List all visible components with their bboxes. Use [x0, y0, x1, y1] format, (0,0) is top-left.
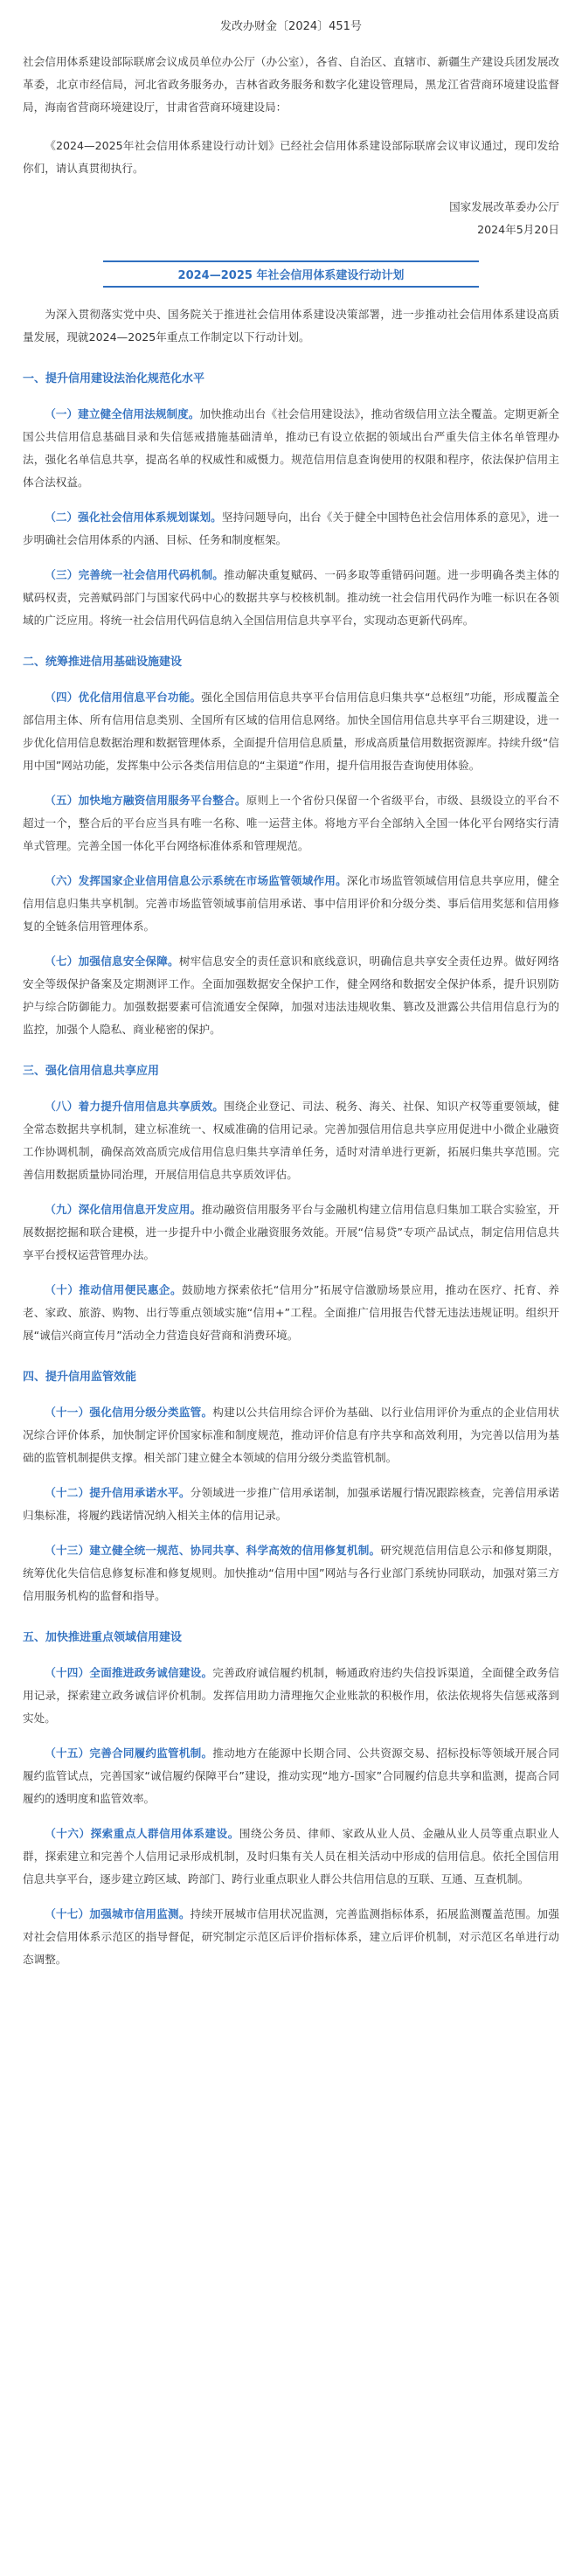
section-heading: 三、强化信用信息共享应用 — [23, 1065, 160, 1078]
plan-item — [23, 1095, 559, 1186]
item-lead: （十二）提升信用承诺水平。 — [45, 1486, 191, 1499]
item-text: 强化全国信用信息共享平台信用信息归集共享“总枢纽”功能，形成覆盖全部信用主体、所有信用信息类别、全国所有区域的信用信息网络。加快全国信用信息共享平台三期建设，进一步优化信用信息数据治理和数据管理体系，全面提升信用信息质量，形成高质量信用数据资源库。持续升级“信用中国”网站功能，发挥集中公示各类信用信息的“主渠道”作用，提升信用报告查询使用体验。 — [23, 691, 559, 772]
item-text: 树牢信息安全的责任意识和底线意识，明确信息共享安全责任边界。做好网络安全等级保护备案及定期测评工作。全面加强数据安全保护工作，健全网络和数据安全保护体系，提升识别防护与综合防御能力。加强数据要素可信流通安全保障，加强对违法违规收集、篡改及泄露公共信用信息行为的监控，加强个人隐私、商业秘密的保护。 — [23, 955, 560, 1036]
plan-item — [23, 506, 559, 552]
item-lead: （八）着力提升信用信息共享质效。 — [45, 1100, 225, 1113]
item-lead: （九）深化信用信息开发应用。 — [45, 1203, 202, 1216]
item-text: 推动解决重复赋码、一码多取等重错码问题。进一步明确各类主体的赋码权责，完善赋码部门与国家代码中心的数据共享与校核机制。推动统一社会信用代码作为唯一标识在各领域的广泛应用。将统一社会信用代码信息纳入全国信用信息共享平台，实现动态更新代码库。 — [23, 568, 560, 627]
section-heading: 二、统筹推进信用基础设施建设 — [23, 656, 183, 669]
item-text: 分领域进一步推广信用承诺制，加强承诺履行情况跟踪核查，完善信用承诺归集标准，将履约践诺情况纳入相关主体的信用记录。 — [23, 1486, 560, 1522]
item-text: 坚持问题导向，出台《关于健全中国特色社会信用体系的意见》，进一步明确社会信用体系的内涵、目标、任务和制度框架。 — [23, 510, 560, 546]
item-text: 推动地方在能源中长期合同、公共资源交易、招标投标等领域开展合同履约监管试点，完善国家“诚信履约保障平台”建设，推动实现“地方-国家”合同履约信息共享和监测，提高合同履约的透明度和监管效率。 — [23, 1746, 560, 1805]
item-lead: （十一）强化信用分级分类监管。 — [45, 1406, 213, 1419]
plan-item — [23, 403, 559, 494]
notice — [23, 0, 559, 241]
plan-item — [23, 1742, 559, 1810]
item-text: 深化市场监管领域信用信息共享应用，健全信用信息归集共享机制。完善市场监管领域事前信用承诺、事中信用评价和分级分类、事后信用奖惩和信用修复的全链条信用管理体系。 — [23, 874, 560, 933]
plan-item — [23, 1662, 559, 1730]
plan-item — [23, 1482, 559, 1527]
item-lead: （十七）加强城市信用监测。 — [45, 1907, 191, 1920]
item-lead: （四）优化信用信息平台功能。 — [45, 691, 202, 704]
signature — [23, 196, 559, 241]
item-text: 鼓励地方探索依托“信用分”拓展守信激励场景应用，推动在医疗、托育、养老、家政、旅游、购物、出行等重点领域实施“信用+”工程。全面推广信用报告代替无违法违规证明。组织开展“诚信兴商宣传月”活动全力营造良好营商和消费环境。 — [23, 1283, 560, 1342]
section-heading: 一、提升信用建设法治化规范化水平 — [23, 372, 205, 385]
plan-item — [23, 1401, 559, 1469]
plan-item — [23, 1539, 559, 1607]
item-text: 加快推动出台《社会信用建设法》，推动省级信用立法全覆盖。定期更新全国公共信用信息基础目录和失信惩戒措施基础清单，推动已有设立依据的领域出台严重失信主体名单管理办法，强化名单信息共享，提高名单的权威性和威慑力。规范信用信息查询使用的权限和程序，依法保护信用主体合法权益。 — [23, 407, 560, 489]
issue-date: 2024年5月20日 — [477, 223, 559, 236]
item-lead: （十四）全面推进政务诚信建设。 — [45, 1666, 213, 1679]
item-lead: （十六）探索重点人群信用体系建设。 — [45, 1827, 239, 1840]
plan-intro: 为深入贯彻落实党中央、国务院关于推进社会信用体系建设决策部署，进一步推动社会信用体系建设高质量发展，现就2024—2025年重点工作制定以下行动计划。 — [23, 308, 559, 344]
doc-number: 发改办财金〔2024〕451号 — [220, 20, 362, 33]
item-text: 构建以公共信用综合评价为基础、以行业信用评价为重点的企业信用状况综合评价体系，加快制定评价国家标准和制度规范，推动评价信息有序共享和高效利用，为完善以信用为基础的监管机制提供支撑。相关部门建立健全本领域的信用分级分类监管机制。 — [23, 1406, 560, 1464]
plan-item — [23, 789, 559, 858]
addressee: 社会信用体系建设部际联席会议成员单位办公厅（办公室），各省、自治区、直辖市、新疆生产建设兵团发展改革委，北京市经信局，河北省政务服务办，吉林省政务服务和数字化建设管理局，黑龙江省营商环境建设监督局，海南省营商环境建设厅，甘肃省营商环境建设局： — [23, 55, 559, 114]
item-text: 原则上一个省份只保留一个省级平台，市级、县级设立的平台不超过一个，整合后的平台应当具有唯一名称、唯一运营主体。将地方平台全部纳入全国一体化平台网络实行清单式管理。完善全国一体化平台网络标准体系和管理规范。 — [23, 794, 560, 852]
item-text: 围绕公务员、律师、家政从业人员、金融从业人员等重点职业人群，探索建立和完善个人信用记录形成机制，及时归集有关人员在相关活动中形成的信用信息。依托全国信用信息共享平台，逐步建立跨区域、跨部门、跨行业重点职业人群公共信用信息的互联、互通、互查机制。 — [23, 1827, 560, 1885]
issuing-org: 国家发展改革委办公厅 — [449, 200, 559, 213]
plan-item — [23, 870, 559, 938]
item-text: 推动融资信用服务平台与金融机构建立信用信息归集加工联合实验室，开展数据挖掘和联合建模，进一步提升中小微企业融资服务效能。开展“信易贷”专项产品试点，制定信用信息共享平台授权运营管理办法。 — [23, 1203, 560, 1261]
plan-item — [23, 1279, 559, 1347]
item-text: 围绕企业登记、司法、税务、海关、社保、知识产权等重要领域，健全常态数据共享机制，建立标准统一、权威准确的信用记录。完善加强信用信息共享应用促进中小微企业融资工作协调机制，确保高效高质完成信用信息归集共享清单任务，适时对清单进行更新，拓展归集共享范围。完善信用数据质量协同治理，开展信用信息共享质效评估。 — [23, 1100, 560, 1181]
item-lead: （三）完善统一社会信用代码机制。 — [45, 568, 225, 581]
item-lead: （六）发挥国家企业信用信息公示系统在市场监管领域作用。 — [45, 874, 347, 887]
section-heading: 五、加快推进重点领域信用建设 — [23, 1631, 183, 1644]
item-lead: （七）加强信息安全保障。 — [45, 955, 179, 968]
plan-item — [23, 686, 559, 777]
item-lead: （一）建立健全信用法规制度。 — [45, 407, 200, 420]
notice-body: 《2024—2025年社会信用体系建设行动计划》已经社会信用体系建设部际联席会议审议通过，现印发给你们，请认真贯彻执行。 — [23, 139, 559, 175]
item-text: 研究规范信用信息公示和修复期限，统筹优化失信信息修复标准和修复规则。加快推动“信用中国”网站与各行业部门系统协同联动，加强对第三方信用服务机构的监督和指导。 — [23, 1544, 560, 1602]
item-lead: （十五）完善合同履约监管机制。 — [45, 1746, 213, 1760]
section-heading: 四、提升信用监管效能 — [23, 1371, 137, 1384]
plan-item — [23, 564, 559, 632]
item-lead: （十三）建立健全统一规范、协同共享、科学高效的信用修复机制。 — [45, 1544, 381, 1557]
plan-item — [23, 1823, 559, 1891]
item-lead: （五）加快地方融资信用服务平台整合。 — [45, 794, 246, 807]
item-lead: （二）强化社会信用体系规划谋划。 — [45, 510, 222, 524]
item-text: 完善政府诚信履约机制，畅通政府违约失信投诉渠道，全面健全政务信用记录，探索建立政务诚信评价机制。发挥信用助力清理拖欠企业账款的积极作用，依法依规将失信惩戒落到实处。 — [23, 1666, 560, 1725]
plan-item — [23, 1198, 559, 1267]
plan-title: 2024—2025 年社会信用体系建设行动计划 — [103, 260, 479, 288]
item-text: 持续开展城市信用状况监测，完善监测指标体系，拓展监测覆盖范围。加强对社会信用体系示范区的指导督促，研究制定示范区后评价指标体系，建立后评价机制，对示范区名单进行动态调整。 — [23, 1907, 560, 1966]
plan-item — [23, 1903, 559, 1971]
plan-item — [23, 950, 559, 1041]
item-lead: （十）推动信用便民惠企。 — [45, 1283, 183, 1296]
plan-sections — [23, 368, 559, 1971]
